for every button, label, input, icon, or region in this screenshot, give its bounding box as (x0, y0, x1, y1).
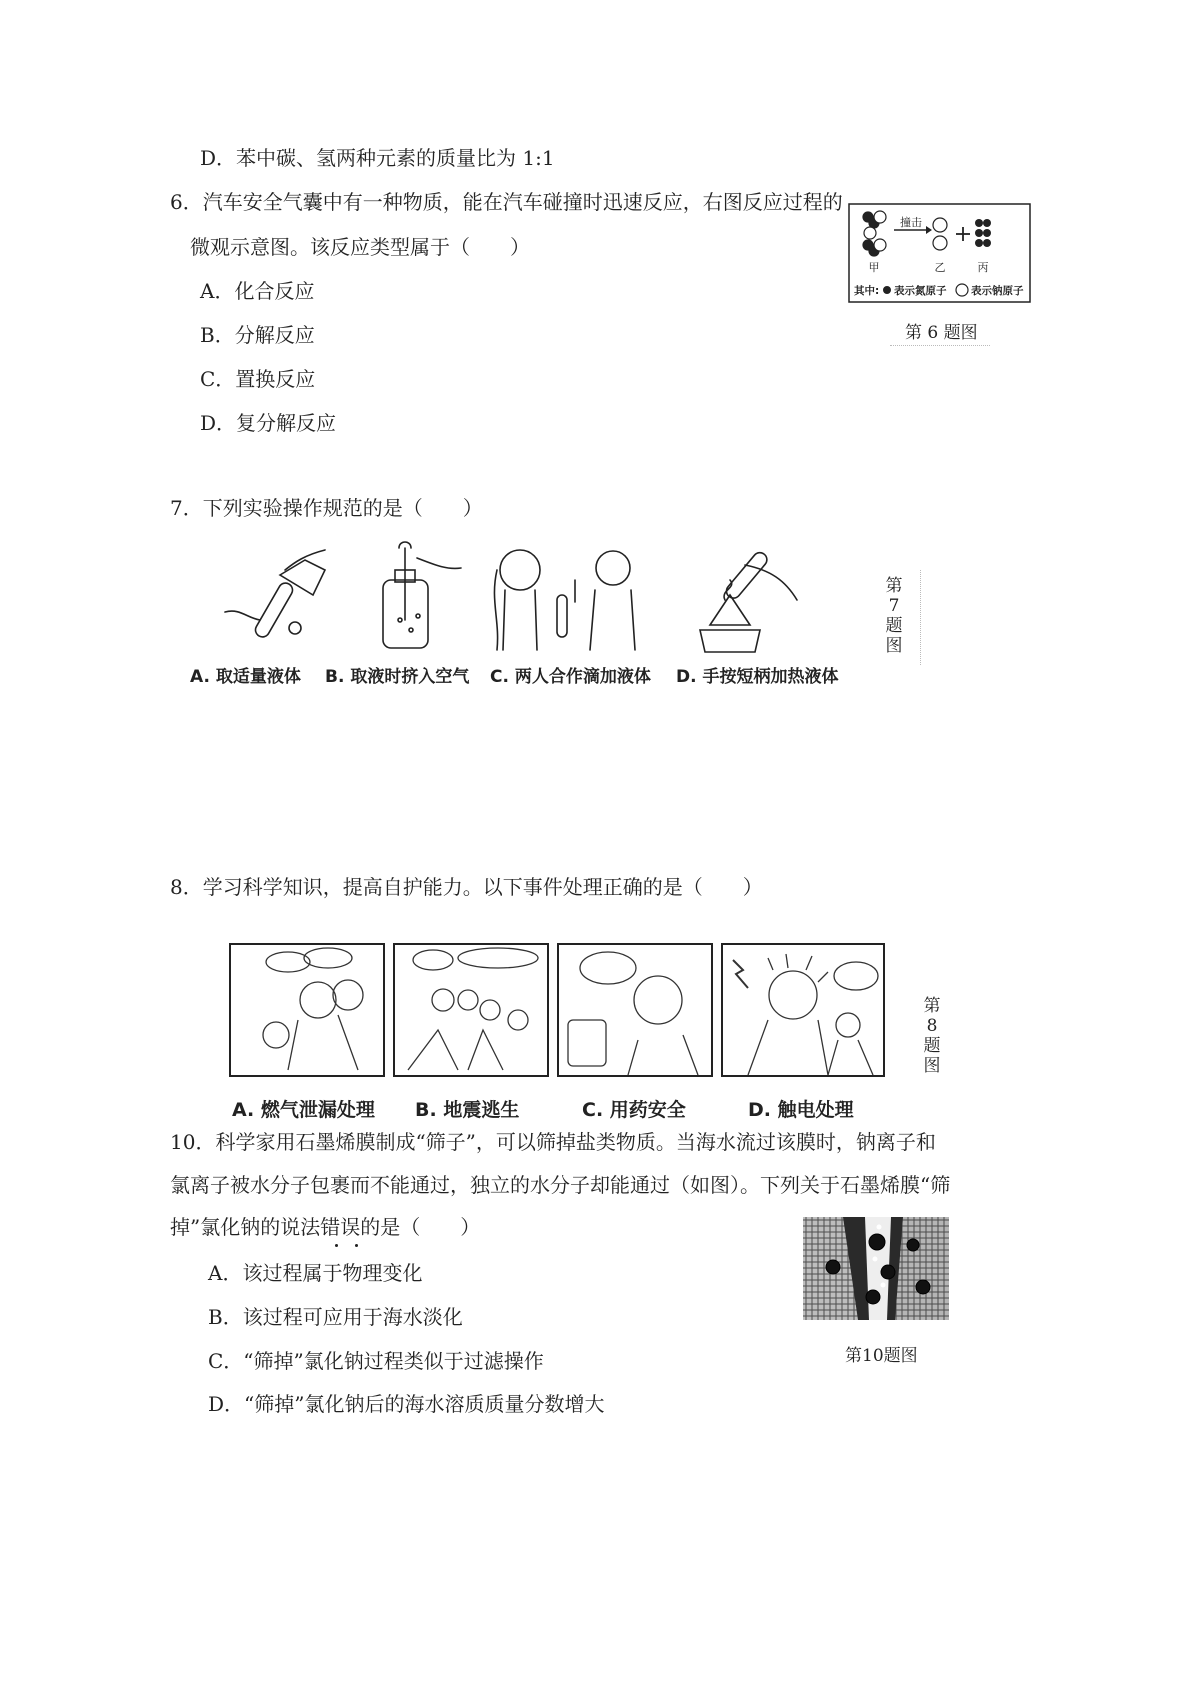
q10-option-c: C．“筛掉”氯化钠过程类似于过滤操作 (208, 1349, 544, 1373)
q8-panel-d-label: D. 触电处理 (748, 1099, 854, 1121)
q10-graphene-figure (803, 1217, 949, 1320)
q6-reaction-svg (848, 203, 1031, 303)
q10-stem-line2: 氯离子被水分子包裹而不能通过，独立的水分子却能通过（如图）。下列关于石墨烯膜“筛 (170, 1173, 951, 1197)
q6-option-d: D．复分解反应 (200, 411, 337, 435)
q6-stem-line2: 微观示意图。该反应类型属于（ ） (190, 235, 530, 259)
q8-panel-b-label: B. 地震逃生 (415, 1099, 520, 1121)
q10-option-b: B．该过程可应用于海水淡化 (208, 1305, 463, 1329)
comic-panel-a (230, 944, 384, 1076)
q10-graphene-svg (803, 1217, 949, 1320)
q10-option-a: A．该过程属于物理变化 (208, 1261, 423, 1285)
q8-panel-a-label: A. 燃气泄漏处理 (232, 1099, 375, 1121)
q6-option-c: C．置换反应 (200, 367, 316, 391)
panel-b-drawing (383, 542, 461, 648)
arrow-label: 撞击 (900, 216, 922, 229)
q8-comic-svg (228, 940, 886, 1080)
svg-text:甲: 甲 (868, 261, 880, 274)
q7-panel-a-label: A. 取适量液体 (190, 667, 301, 687)
sodium-atom (933, 236, 947, 250)
q7-panel-d-label: D. 手按短柄加热液体 (676, 667, 839, 687)
q6-stem-line1: 6．汽车安全气囊中有一种物质，能在汽车碰撞时迅速反应，右图反应过程的 (170, 190, 843, 214)
divider (890, 345, 990, 346)
q7-caption-vertical: 第 7 题 图 (885, 576, 903, 656)
emphasis-dot (335, 1244, 338, 1247)
svg-text:乙: 乙 (934, 261, 946, 274)
q7-stem: 7．下列实验操作规范的是（ ） (170, 496, 483, 520)
panel-a-drawing (225, 550, 325, 639)
q10-stem-line3: 掉”氯化钠的说法错误的是（ ） (170, 1215, 481, 1239)
q8-panel-c-label: C. 用药安全 (582, 1099, 686, 1121)
q10-stem-line1: 10．科学家用石墨烯膜制成“筛子”，可以筛掉盐类物质。当海水流过该膜时，钠离子和 (170, 1130, 936, 1154)
svg-text:其中:: 其中: (854, 285, 880, 297)
q10-caption: 第10题图 (845, 1346, 918, 1366)
q6-option-b: B．分解反应 (200, 323, 315, 347)
svg-text:表示钠原子: 表示钠原子 (971, 285, 1024, 297)
q6-caption: 第 6 题图 (905, 323, 978, 343)
panel-c-drawing (494, 550, 635, 650)
sodium-atom (933, 218, 947, 232)
panel-d-drawing (700, 550, 797, 652)
q10-option-d: D．“筛掉”氯化钠后的海水溶质质量分数增大 (208, 1392, 605, 1416)
svg-text:表示氮原子: 表示氮原子 (894, 285, 947, 297)
comic-panel-d (722, 944, 884, 1076)
q6-reaction-diagram (848, 203, 1031, 303)
q7-panel-c-label: C. 两人合作滴加液体 (490, 667, 651, 687)
q8-caption-vertical: 第 8 题 图 (923, 996, 941, 1076)
q5-option-d: D．苯中碳、氢两种元素的质量比为 1:1 (200, 146, 555, 170)
q8-stem: 8．学习科学知识，提高自护能力。以下事件处理正确的是（ ） (170, 875, 763, 899)
q7-panel-b-label: B. 取液时挤入空气 (325, 667, 470, 687)
q8-comic-panels (228, 940, 886, 1080)
q6-option-a: A．化合反应 (200, 279, 315, 303)
emphasis-dot (355, 1244, 358, 1247)
divider (920, 570, 921, 665)
svg-text:丙: 丙 (977, 261, 989, 274)
q7-illustrations-svg (185, 540, 845, 655)
q7-lab-illustrations (185, 540, 845, 655)
